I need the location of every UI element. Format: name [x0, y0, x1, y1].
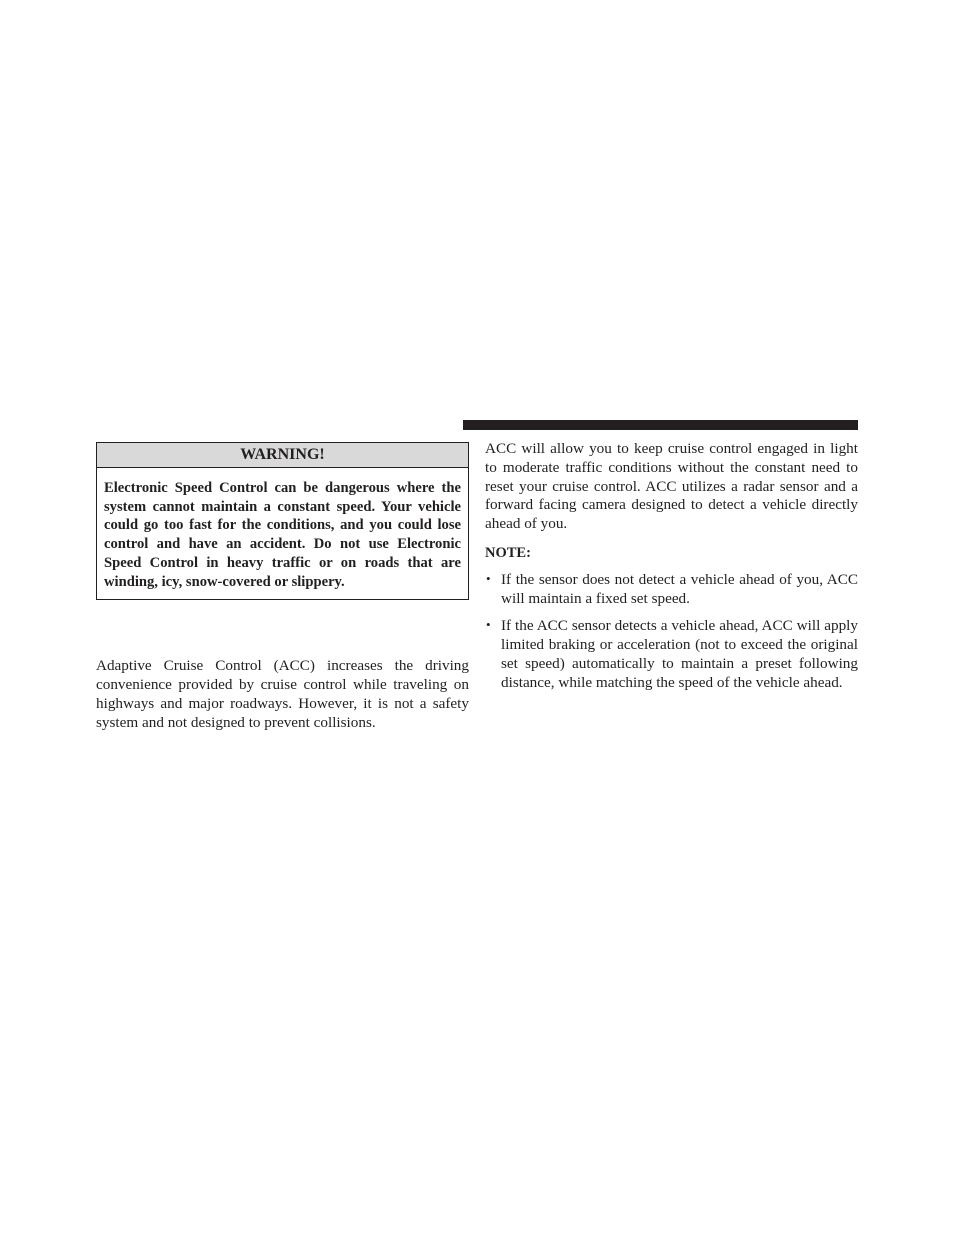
list-item — [485, 571, 858, 609]
list-item — [485, 617, 858, 692]
bullet-icon: • — [486, 617, 491, 633]
note-label: NOTE: — [485, 544, 531, 561]
bullet-icon: • — [486, 570, 491, 586]
warning-box — [96, 442, 469, 600]
warning-title: WARNING! — [97, 443, 468, 468]
acc-description-paragraph: ACC will allow you to keep cruise control engaged in light to moderate traffic conditions without the constant need to reset your cruise control. ACC utilizes a radar sensor and a forward facing camera designed to detect a vehicle directly ahead of you. — [485, 440, 858, 533]
right-column — [485, 420, 858, 702]
warning-text: Electronic Speed Control can be dangerous where the system cannot maintain a constant speed. Your vehicle could go too fast for the conditions, and you could lose control and have an accident. Do not use Electronic Speed Control in heavy traffic or on roads that are winding, icy, snow-covered or slippery. — [104, 480, 461, 590]
note-bullet-list — [485, 571, 858, 693]
bullet-text: If the sensor does not detect a vehicle ahead of you, ACC will maintain a fixed set speed. — [501, 570, 858, 607]
left-column — [96, 442, 469, 732]
acc-intro-paragraph: Adaptive Cruise Control (ACC) increases the driving convenience provided by cruise control while traveling on highways and major roadways. However, it is not a safety system and not designed to prevent collisions. — [96, 657, 469, 731]
bullet-text: If the ACC sensor detects a vehicle ahead, ACC will apply limited braking or acceleration (not to exceed the original set speed) automatically to maintain a preset following distance, while matching the speed of the vehicle ahead. — [501, 617, 858, 691]
